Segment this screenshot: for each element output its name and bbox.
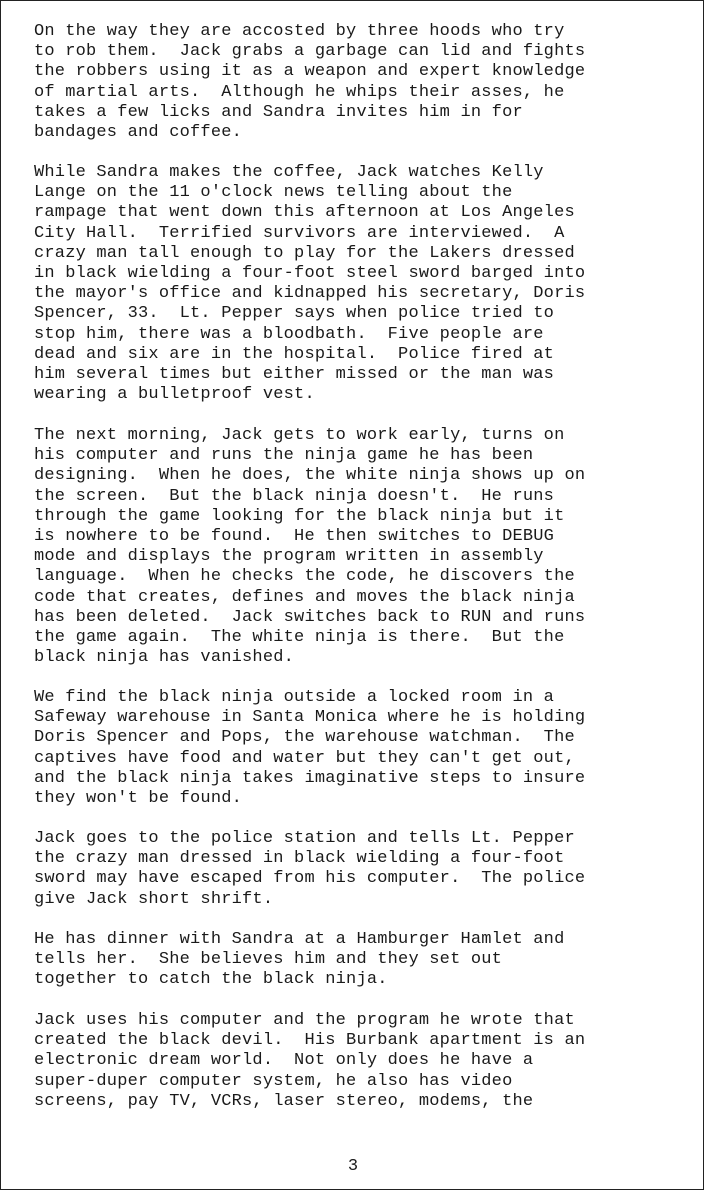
paragraph-warehouse: We find the black ninja outside a locked room in a Safeway warehouse in Santa Monica where he is holding Doris Spencer and Pops, the warehouse watchman. The captives have food and water but they can't get out, and the black ninja takes imaginative steps to insure they won't be found. [34, 688, 586, 809]
paragraph-computer-apartment: Jack uses his computer and the program he wrote that created the black devil. His Burbank apartment is an electronic dream world. Not only does he have a super-duper computer system, he also has video screens, pay TV, VCRs, laser stereo, modems, the [34, 1011, 586, 1111]
paragraph-ninja-game: The next morning, Jack gets to work early, turns on his computer and runs the ninja game he has been designing. When he does, the white ninja shows up on the screen. But the black ninja doesn't. He runs through the game looking for the black ninja but it is nowhere to be found. He then switches to DEBUG mode and displays the program written in assembly language. When he checks the code, he discovers the code that creates, defines and moves the black ninja has been deleted. Jack switches back to RUN and runs the game again. The white ninja is there. But the black ninja has vanished. [34, 426, 586, 668]
page-number: 3 [347, 1157, 359, 1176]
paragraph-police-station: Jack goes to the police station and tells Lt. Pepper the crazy man dressed in black wielding a four-foot sword may have escaped from his computer. The police give Jack short shrift. [34, 829, 586, 909]
paragraph-city-hall-news: While Sandra makes the coffee, Jack watches Kelly Lange on the 11 o'clock news telling about the rampage that went down this afternoon at Los Angeles City Hall. Terrified survivors are interviewed. A crazy man tall enough to play for the Lakers dressed in black wielding a four-foot steel sword barged into the mayor's office and kidnapped his secretary, Doris Spencer, 33. Lt. Pepper says when police tried to stop him, there was a bloodbath. Five people are dead and six are in the hospital. Police fired at him several times but either missed or the man was wearing a bulletproof vest. [34, 163, 586, 405]
paragraph-dinner: He has dinner with Sandra at a Hamburger Hamlet and tells her. She believes him and they set out together to catch the black ninja. [34, 930, 565, 990]
paragraph-hoods-fight: On the way they are accosted by three hoods who try to rob them. Jack grabs a garbage can lid and fights the robbers using it as a weapon and expert knowledge of martial arts. Although he whips their asses, he takes a few licks and Sandra invites him in for bandages and coffee. [34, 22, 586, 143]
